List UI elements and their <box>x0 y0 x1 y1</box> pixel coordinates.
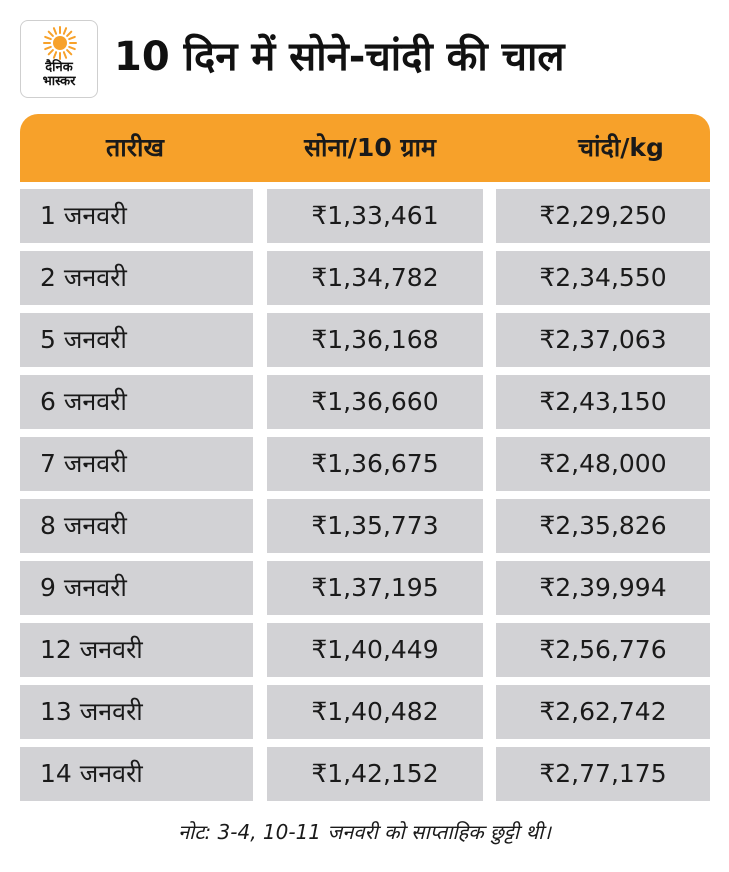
silver-price-cell: ₹2,39,994 <box>496 561 710 615</box>
table-row <box>20 499 710 553</box>
table-row <box>20 561 710 615</box>
table-body <box>20 189 710 809</box>
gold-price-cell: ₹1,35,773 <box>267 499 483 553</box>
date-cell: 9 जनवरी <box>20 561 253 615</box>
date-cell: 13 जनवरी <box>20 685 253 739</box>
dainik-bhaskar-logo <box>20 20 98 98</box>
date-cell: 14 जनवरी <box>20 747 253 801</box>
header-gold: सोना/10 ग्राम <box>304 133 436 162</box>
table-row <box>20 747 710 801</box>
date-cell: 1 जनवरी <box>20 189 253 243</box>
gold-price-cell: ₹1,36,168 <box>267 313 483 367</box>
silver-price-cell: ₹2,35,826 <box>496 499 710 553</box>
silver-price-cell: ₹2,56,776 <box>496 623 710 677</box>
silver-price-cell: ₹2,37,063 <box>496 313 710 367</box>
silver-price-cell: ₹2,34,550 <box>496 251 710 305</box>
silver-price-cell: ₹2,62,742 <box>496 685 710 739</box>
table-row <box>20 313 710 367</box>
silver-price-cell: ₹2,43,150 <box>496 375 710 429</box>
sun-icon <box>42 25 78 61</box>
silver-price-cell: ₹2,48,000 <box>496 437 710 491</box>
gold-price-cell: ₹1,37,195 <box>267 561 483 615</box>
gold-price-cell: ₹1,40,449 <box>267 623 483 677</box>
table-row <box>20 251 710 305</box>
date-cell: 2 जनवरी <box>20 251 253 305</box>
footnote: नोट: 3-4, 10-11 जनवरी को साप्ताहिक छुट्टी थी। <box>178 820 551 844</box>
date-cell: 5 जनवरी <box>20 313 253 367</box>
gold-price-cell: ₹1,34,782 <box>267 251 483 305</box>
gold-price-cell: ₹1,36,660 <box>267 375 483 429</box>
silver-price-cell: ₹2,29,250 <box>496 189 710 243</box>
gold-price-cell: ₹1,36,675 <box>267 437 483 491</box>
date-cell: 12 जनवरी <box>20 623 253 677</box>
logo-text-line2: भास्कर <box>42 74 76 89</box>
page-title: 10 दिन में सोने-चांदी की चाल <box>114 34 565 80</box>
table-row <box>20 437 710 491</box>
header-silver: चांदी/kg <box>578 133 664 162</box>
table-row <box>20 189 710 243</box>
table-row <box>20 375 710 429</box>
table-row <box>20 685 710 739</box>
logo-text-line1: दैनिक <box>45 60 73 75</box>
date-cell: 6 जनवरी <box>20 375 253 429</box>
table-header <box>20 114 710 182</box>
table-row <box>20 623 710 677</box>
date-cell: 7 जनवरी <box>20 437 253 491</box>
silver-price-cell: ₹2,77,175 <box>496 747 710 801</box>
date-cell: 8 जनवरी <box>20 499 253 553</box>
gold-price-cell: ₹1,33,461 <box>267 189 483 243</box>
gold-price-cell: ₹1,40,482 <box>267 685 483 739</box>
header-date: तारीख <box>106 133 164 162</box>
gold-price-cell: ₹1,42,152 <box>267 747 483 801</box>
